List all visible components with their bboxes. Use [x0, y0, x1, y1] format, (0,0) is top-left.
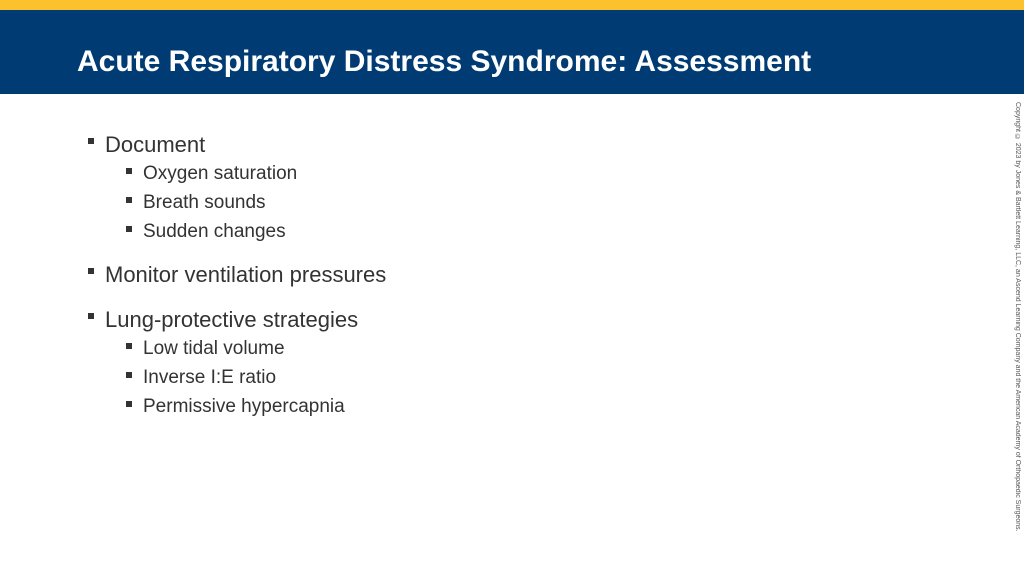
square-bullet-icon: [126, 197, 132, 203]
square-bullet-icon: [88, 313, 94, 319]
bullet-monitor-ventilation-pressures: [88, 262, 386, 288]
bullet-text: Lung-protective strategies: [105, 307, 359, 332]
bullet-text: Monitor ventilation pressures: [105, 262, 387, 287]
bullet-text: Low tidal volume: [143, 338, 285, 359]
copyright-notice: Copyright © 2023 by Jones & Bartlett Learning, LLC, an Ascend Learning Company and the American Academy of Orthopaedic Surgeons.: [1014, 102, 1021, 532]
bullet-inverse-ie-ratio: [126, 367, 276, 389]
bullet-lung-protective-strategies: [88, 307, 358, 333]
bullet-low-tidal-volume: [126, 338, 285, 360]
bullet-sudden-changes: [126, 221, 286, 243]
slide-title: Acute Respiratory Distress Syndrome: Assessment: [77, 45, 812, 78]
bullet-document: [88, 132, 205, 158]
bullet-breath-sounds: [126, 192, 266, 214]
bullet-text: Sudden changes: [143, 221, 286, 242]
square-bullet-icon: [88, 138, 94, 144]
square-bullet-icon: [126, 343, 132, 349]
square-bullet-icon: [88, 268, 94, 274]
bullet-oxygen-saturation: [126, 163, 297, 185]
bullet-text: Permissive hypercapnia: [143, 396, 345, 417]
bullet-text: Oxygen saturation: [143, 163, 298, 184]
square-bullet-icon: [126, 372, 132, 378]
bullet-permissive-hypercapnia: [126, 396, 345, 418]
square-bullet-icon: [126, 168, 132, 174]
bullet-text: Breath sounds: [143, 192, 266, 213]
square-bullet-icon: [126, 226, 132, 232]
bullet-text: Inverse I:E ratio: [143, 367, 277, 388]
square-bullet-icon: [126, 401, 132, 407]
bullet-text: Document: [105, 132, 206, 157]
